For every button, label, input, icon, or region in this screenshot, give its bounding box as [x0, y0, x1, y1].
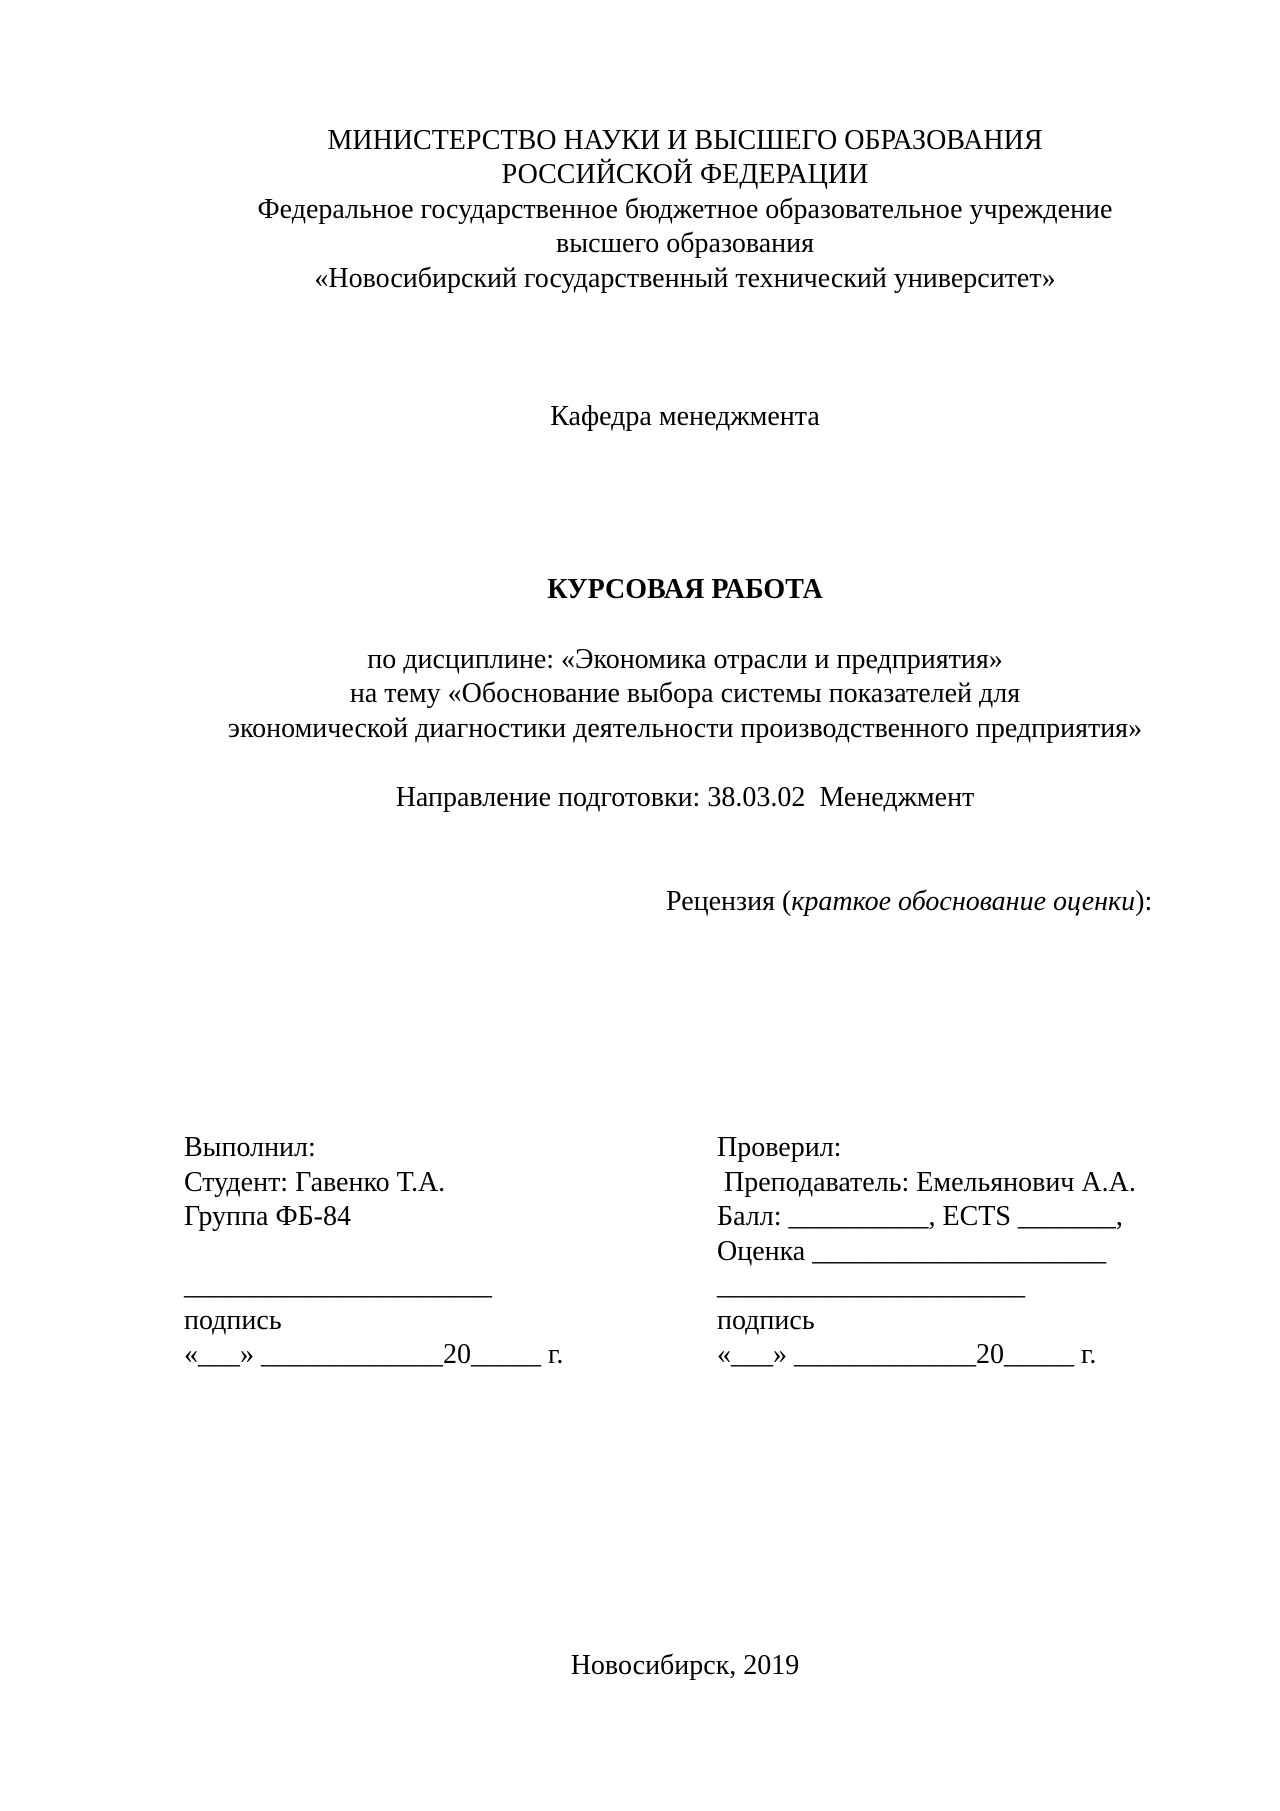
student-name: Студент: Гавенко Т.А. [184, 1167, 446, 1198]
direction: Направление подготовки: 38.03.02 Менеджмент [395, 782, 975, 813]
checker-score: Балл: __________, ECTS _______, [717, 1201, 1123, 1232]
department: Кафедра менеджмента [550, 401, 820, 432]
student-date-line: «___» _____________20_____ г. [184, 1339, 564, 1370]
checker-teacher: Преподаватель: Емельянович А.А. [717, 1167, 1136, 1198]
discipline: по дисциплине: «Экономика отрасли и предприятия» [367, 644, 1003, 675]
work-title: КУРСОВАЯ РАБОТА [547, 574, 823, 605]
topic-line-2: экономической диагностики деятельности производственного предприятия» [227, 713, 1143, 744]
checker-date-line: «___» _____________20_____ г. [717, 1339, 1097, 1370]
review-label [666, 885, 1152, 919]
student-signature-line: ______________________ [184, 1270, 492, 1301]
checker-signature-label: подпись [717, 1305, 815, 1336]
checker-heading: Проверил: [717, 1132, 842, 1163]
review-suffix: ): [1135, 886, 1153, 917]
topic-line-1: на тему «Обоснование выбора системы показателей для [349, 678, 1021, 709]
institution-line-1: Федеральное государственное бюджетное образовательное учреждение [257, 194, 1113, 225]
student-group: Группа ФБ-84 [184, 1201, 351, 1232]
checker-grade: Оценка _____________________ [717, 1236, 1107, 1267]
university-name: «Новосибирский государственный технический университет» [314, 263, 1056, 294]
student-signature-label: подпись [184, 1305, 282, 1336]
review-prefix: Рецензия ( [666, 886, 792, 917]
institution-line-2: высшего образования [556, 228, 814, 259]
city-year: Новосибирск, 2019 [570, 1650, 800, 1681]
ministry-line-2: РОССИЙСКОЙ ФЕДЕРАЦИИ [501, 159, 869, 190]
checker-signature-line: ______________________ [717, 1270, 1025, 1301]
student-heading: Выполнил: [184, 1132, 316, 1163]
ministry-line-1: МИНИСТЕРСТВО НАУКИ И ВЫСШЕГО ОБРАЗОВАНИЯ [327, 125, 1043, 156]
review-italic: краткое обоснование оценки [791, 886, 1136, 917]
